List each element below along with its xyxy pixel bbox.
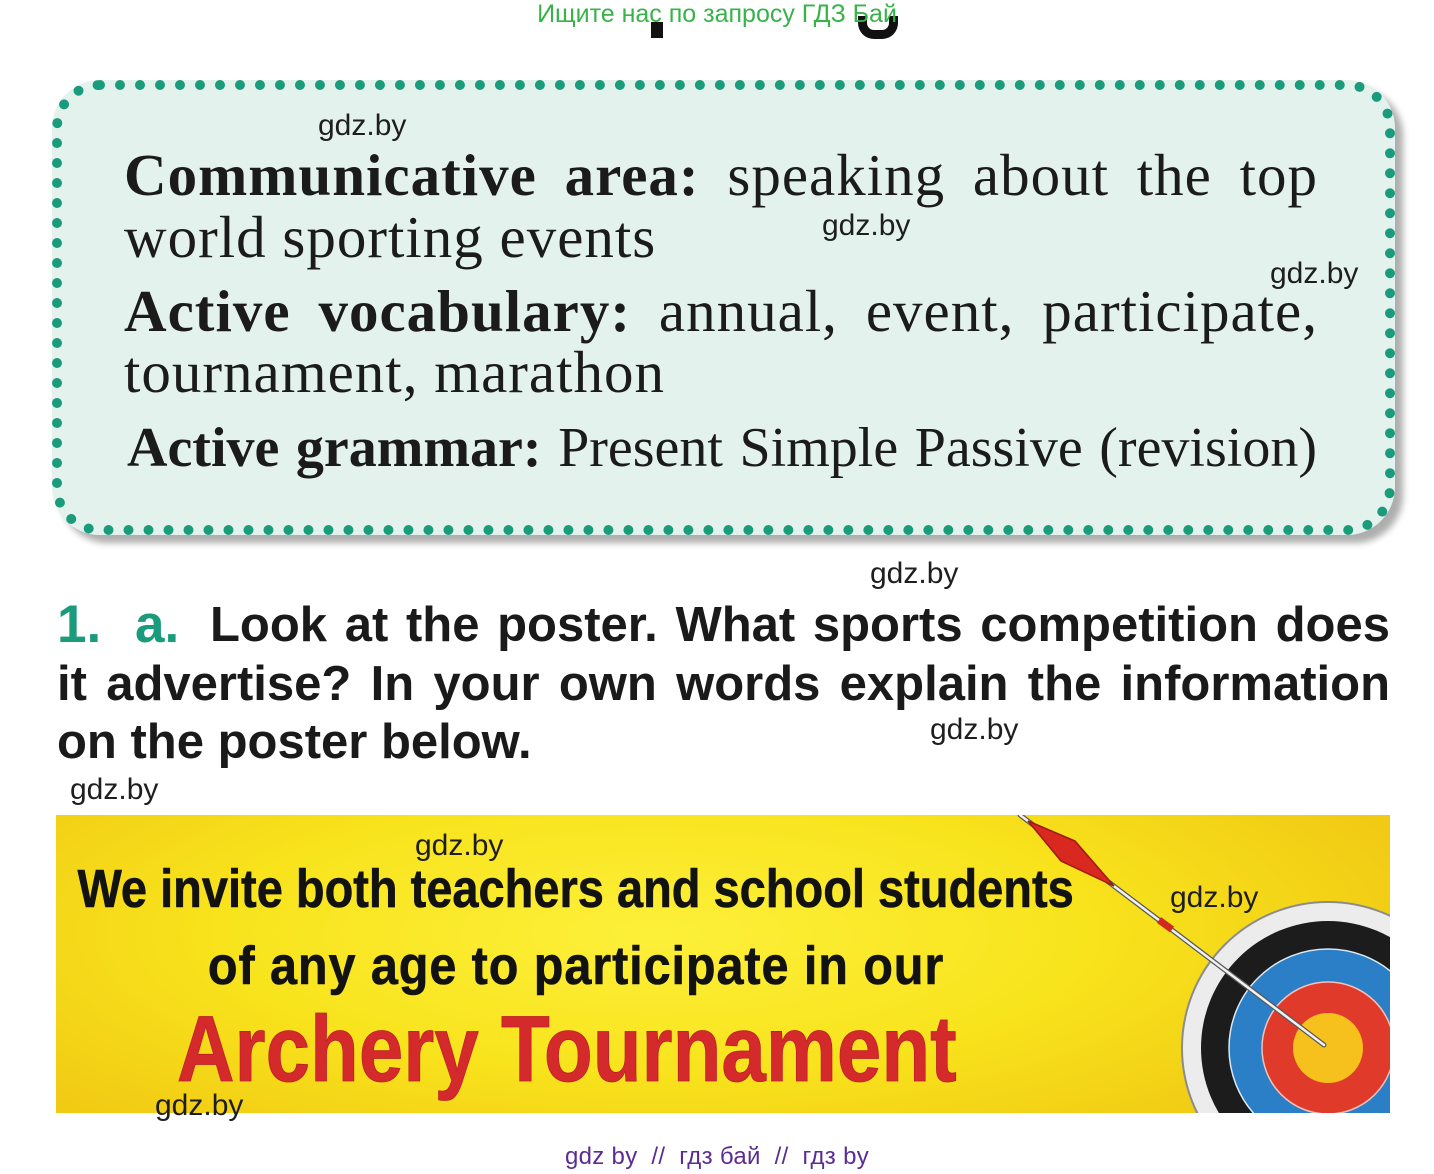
poster-headline-text: Archery Tournament [177, 996, 957, 1101]
active-vocabulary-line [124, 278, 1318, 344]
archery-poster [56, 815, 1390, 1113]
watermark: gdz.by [1270, 257, 1359, 290]
task-letter: a. [135, 595, 180, 654]
active-grammar-text: Present Simple Passive (revision) [558, 417, 1317, 479]
watermark: gdz.by [318, 109, 407, 142]
watermark: gdz.by [1170, 881, 1259, 914]
communicative-area-line [124, 142, 1319, 208]
task-instruction-line: on the poster below. [57, 715, 532, 769]
watermark: gdz.by [415, 829, 504, 862]
footer-watermark: gdz by // гдз бай // гдз by [564, 1143, 870, 1170]
communicative-area-text: speaking about the top [727, 142, 1319, 208]
active-vocabulary-label: Active vocabulary: [124, 278, 631, 344]
promo-banner-text: Ищите нас по запросу ГДЗ Бай [537, 0, 897, 28]
target-ring-gold [1293, 1013, 1363, 1083]
active-vocabulary-text-cont: tournament, marathon [124, 339, 666, 405]
active-grammar-line [127, 417, 1317, 479]
communicative-area-label: Communicative area: [124, 142, 700, 208]
task-instruction-line: Look at the poster. What sports competition does [210, 598, 1390, 652]
watermark: gdz.by [870, 557, 959, 590]
watermark: gdz.by [930, 713, 1019, 746]
poster-invite-text: We invite both teachers and school students [77, 859, 1075, 919]
task-number: 1. [57, 595, 102, 654]
poster-invite-line-2 [56, 936, 1226, 996]
active-vocabulary-line-2 [124, 339, 1318, 405]
poster-headline [56, 996, 1217, 1101]
communicative-area-text-cont: world sporting events [124, 204, 657, 270]
watermark: gdz.by [155, 1089, 244, 1122]
arrow-band [1159, 920, 1172, 930]
poster-invite-line [56, 859, 1226, 919]
active-vocabulary-text: annual, event, participate, [658, 278, 1318, 344]
communicative-area-line-2 [124, 204, 1318, 270]
watermark: gdz.by [70, 773, 159, 806]
poster-invite-text-2: of any age to participate in our [207, 936, 945, 996]
task-instruction-line: it advertise? In your own words explain the information [57, 657, 1390, 711]
watermark: gdz.by [822, 209, 911, 242]
active-grammar-label: Active grammar: [127, 417, 542, 479]
